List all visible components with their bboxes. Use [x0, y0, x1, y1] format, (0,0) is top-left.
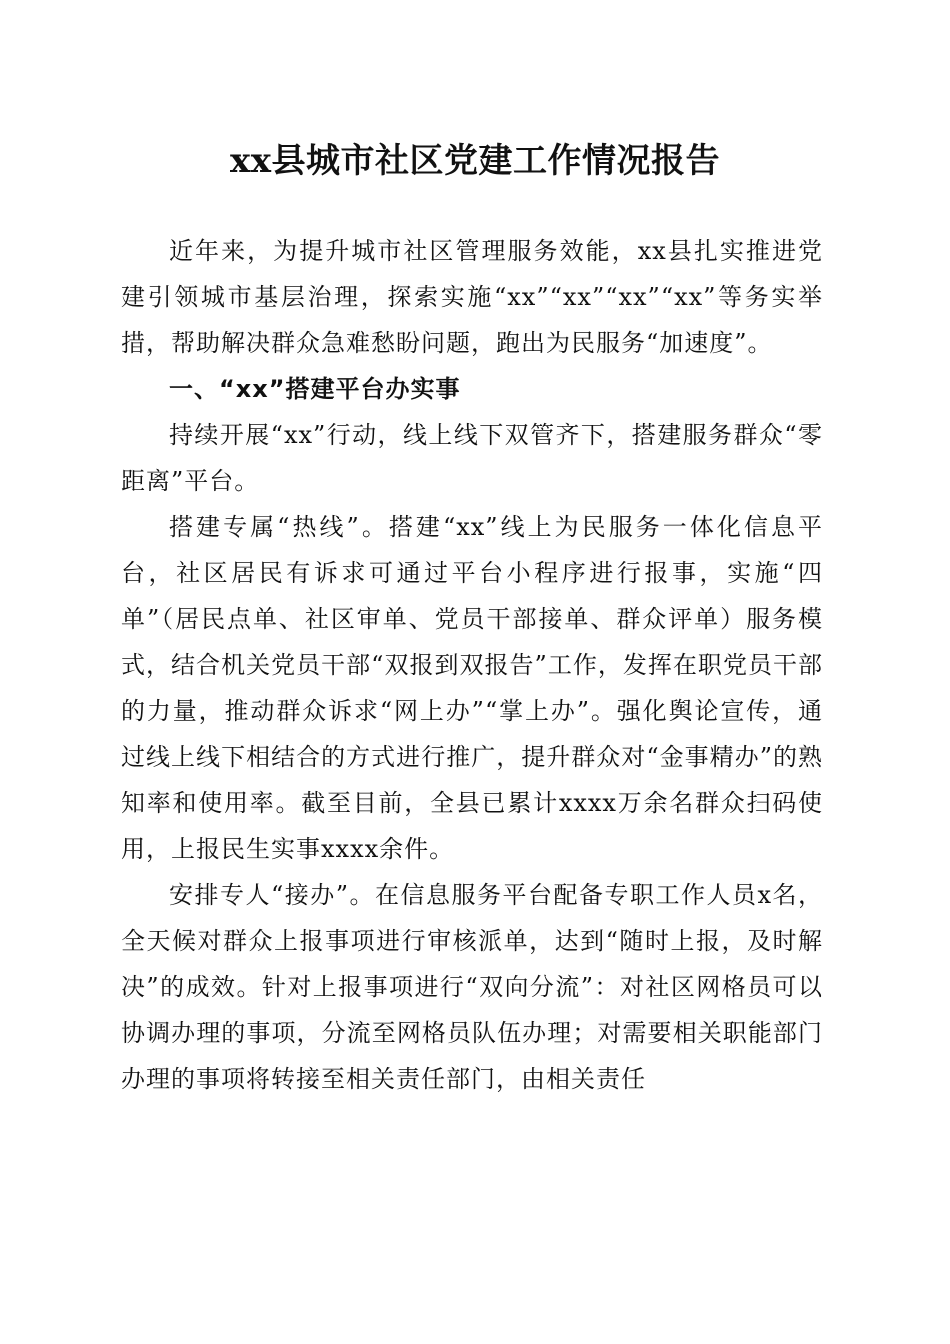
- section1-intro-paragraph: 持续开展“xx”行动，线上线下双管齐下，搭建服务群众“零距离”平台。: [121, 421, 823, 495]
- intro-paragraph: 近年来，为提升城市社区管理服务效能，xx县扎实推进党建引领城市基层治理，探索实施“xx”“xx”“xx”“xx”等务实举措，帮助解决群众急难愁盼问题，跑出为民服务“加速度”。: [121, 237, 823, 357]
- document-body: [121, 228, 823, 1102]
- section-heading-1: 一、“xx”搭建平台办实事: [169, 375, 461, 403]
- section1-staff-paragraph: 安排专人“接办”。在信息服务平台配备专职工作人员x名，全天候对群众上报事项进行审核派单，达到“随时上报，及时解决”的成效。针对上报事项进行“双向分流”：对社区网格员可以协调办理的事项，分流至网格员队伍办理；对需要相关职能部门办理的事项将转接至相关责任部门，由相关责任: [121, 881, 823, 1093]
- section1-hotline-paragraph: 搭建专属“热线”。搭建“xx”线上为民服务一体化信息平台，社区居民有诉求可通过平台小程序进行报事，实施“四单”（居民点单、社区审单、党员干部接单、群众评单）服务模式，结合机关党员干部“双报到双报告”工作，发挥在职党员干部的力量，推动群众诉求“网上办”“掌上办”。强化舆论宣传，通过线上线下相结合的方式进行推广，提升群众对“金事精办”的熟知率和使用率。截至目前，全县已累计xxxx万余名群众扫码使用，上报民生实事xxxx余件。: [121, 513, 823, 863]
- document-title: xx县城市社区党建工作情况报告: [229, 141, 721, 181]
